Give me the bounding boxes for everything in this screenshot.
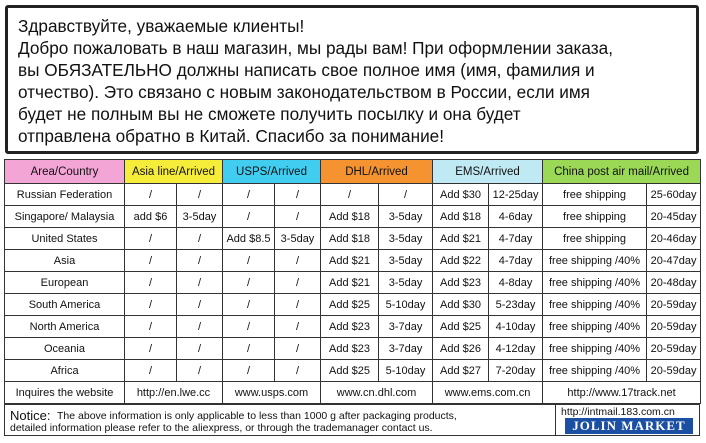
row-country: Russian Federation [5, 184, 125, 206]
table-row [5, 316, 701, 338]
table-cell: / [125, 338, 177, 360]
table-cell: / [177, 294, 223, 316]
table-cell: / [177, 250, 223, 272]
table-cell: Add $23 [321, 338, 379, 360]
shipping-table-container [4, 159, 700, 436]
table-cell: 20-59day [647, 360, 701, 382]
table-cell: / [125, 294, 177, 316]
header-usps: USPS/Arrived [223, 160, 321, 184]
table-cell: free shipping /40% [543, 338, 647, 360]
table-body [5, 184, 701, 382]
table-cell: / [223, 338, 275, 360]
table-cell: 4-7day [489, 250, 543, 272]
notice-line: отправлена обратно в Китай. Спасибо за понимание! [18, 126, 445, 146]
table-cell: 20-48day [647, 272, 701, 294]
table-cell: / [177, 272, 223, 294]
table-cell: / [177, 184, 223, 206]
table-cell: 3-7day [379, 316, 433, 338]
table-row [5, 206, 701, 228]
table-cell: 4-12day [489, 338, 543, 360]
table-row [5, 294, 701, 316]
table-row [5, 360, 701, 382]
website-china-post: http://www.17track.net [543, 382, 701, 404]
footer-notice-text [5, 405, 556, 435]
table-row [5, 338, 701, 360]
table-cell: 3-5day [177, 206, 223, 228]
table-row [5, 184, 701, 206]
table-cell: / [275, 360, 321, 382]
row-country: Singapore/ Malaysia [5, 206, 125, 228]
table-cell: free shipping /40% [543, 360, 647, 382]
table-cell: 5-10day [379, 360, 433, 382]
table-cell: / [125, 228, 177, 250]
table-cell: / [275, 206, 321, 228]
table-cell: Add $30 [433, 294, 489, 316]
website-dhl: www.cn.dhl.com [321, 382, 433, 404]
table-cell: Add $23 [433, 272, 489, 294]
table-cell: 20-45day [647, 206, 701, 228]
table-cell: Add $26 [433, 338, 489, 360]
row-country: Oceania [5, 338, 125, 360]
table-cell: Add $25 [321, 360, 379, 382]
footer-notice [4, 404, 700, 436]
table-cell: 4-8day [489, 272, 543, 294]
table-cell: 3-7day [379, 338, 433, 360]
table-cell: free shipping [543, 206, 647, 228]
table-cell: 4-10day [489, 316, 543, 338]
table-cell: Add $18 [321, 206, 379, 228]
notice-line: Добро пожаловать в наш магазин, мы рады вам! При оформлении заказа, [18, 38, 614, 58]
table-cell: / [379, 184, 433, 206]
table-cell: / [223, 206, 275, 228]
website-ems: www.ems.com.cn [433, 382, 543, 404]
table-cell: free shipping [543, 184, 647, 206]
header-asia-line: Asia line/Arrived [125, 160, 223, 184]
table-cell: free shipping /40% [543, 294, 647, 316]
table-cell: 5-10day [379, 294, 433, 316]
website-asia-line: http://en.lwe.cc [125, 382, 223, 404]
table-cell: Add $21 [321, 250, 379, 272]
table-row [5, 272, 701, 294]
header-ems: EMS/Arrived [433, 160, 543, 184]
notice-box [5, 5, 699, 154]
row-country: European [5, 272, 125, 294]
jolin-market-logo: JOLIN MARKET [565, 418, 693, 434]
header-row [5, 160, 701, 184]
table-cell: free shipping [543, 228, 647, 250]
table-cell: / [177, 360, 223, 382]
notice-text-line-2: detailed information please refer to the aliexpress, or through the trademanager contact us. [10, 422, 433, 434]
table-cell: / [275, 316, 321, 338]
table-cell: / [275, 184, 321, 206]
table-cell: 3-5day [379, 228, 433, 250]
table-cell: / [223, 272, 275, 294]
table-cell: / [223, 360, 275, 382]
table-cell: / [275, 250, 321, 272]
intmail-link: http://intmail.183.com.cn [561, 406, 675, 418]
notice-line: будет не полным вы не сможете получить посылку и она будет [18, 104, 521, 124]
table-cell: 5-23day [489, 294, 543, 316]
table-cell: Add $22 [433, 250, 489, 272]
table-cell: 20-46day [647, 228, 701, 250]
table-cell: 12-25day [489, 184, 543, 206]
website-usps: www.usps.com [223, 382, 321, 404]
notice-text-line-1: The above information is only applicable to less than 1000 g after packaging products, [57, 410, 457, 422]
table-cell: free shipping /40% [543, 316, 647, 338]
table-cell: 25-60day [647, 184, 701, 206]
table-row [5, 228, 701, 250]
table-cell: 20-47day [647, 250, 701, 272]
table-cell: / [223, 184, 275, 206]
row-country: South America [5, 294, 125, 316]
row-country: United States [5, 228, 125, 250]
table-cell: Add $18 [433, 206, 489, 228]
notice-label: Notice: [10, 408, 51, 423]
table-cell: Add $8.5 [223, 228, 275, 250]
notice-line: вы ОБЯЗАТЕЛЬНО должны написать свое полное имя (имя, фамилия и [18, 60, 595, 80]
table-cell: / [275, 338, 321, 360]
table-cell: 4-7day [489, 228, 543, 250]
table-cell: Add $21 [433, 228, 489, 250]
table-cell: / [177, 338, 223, 360]
table-cell: Add $25 [321, 294, 379, 316]
table-cell: / [223, 250, 275, 272]
row-country: North America [5, 316, 125, 338]
table-cell: 3-5day [275, 228, 321, 250]
table-cell: / [125, 316, 177, 338]
table-cell: / [223, 294, 275, 316]
table-cell: 3-5day [379, 206, 433, 228]
header-area-country: Area/Country [5, 160, 125, 184]
website-row [5, 382, 701, 404]
table-cell: Add $18 [321, 228, 379, 250]
shipping-table [4, 159, 701, 404]
notice-line: Здравствуйте, уважаемые клиенты! [18, 16, 305, 36]
website-label: Inquires the website [5, 382, 125, 404]
table-cell: / [125, 250, 177, 272]
table-cell: / [177, 228, 223, 250]
row-country: Africa [5, 360, 125, 382]
table-cell: 20-59day [647, 294, 701, 316]
table-cell: 20-59day [647, 338, 701, 360]
table-cell: Add $27 [433, 360, 489, 382]
table-cell: Add $21 [321, 272, 379, 294]
table-cell: 7-20day [489, 360, 543, 382]
table-cell: free shipping /40% [543, 272, 647, 294]
table-cell: / [177, 316, 223, 338]
table-cell: 3-5day [379, 250, 433, 272]
table-cell: add $6 [125, 206, 177, 228]
table-row [5, 250, 701, 272]
header-dhl: DHL/Arrived [321, 160, 433, 184]
table-cell: / [275, 272, 321, 294]
table-cell: / [223, 316, 275, 338]
row-country: Asia [5, 250, 125, 272]
table-cell: 20-59day [647, 316, 701, 338]
table-cell: / [125, 272, 177, 294]
table-cell: free shipping /40% [543, 250, 647, 272]
table-cell: / [275, 294, 321, 316]
table-cell: / [125, 360, 177, 382]
table-cell: / [125, 184, 177, 206]
notice-line: отчество). Это связано с новым законодательством в России, если имя [18, 82, 590, 102]
table-cell: 3-5day [379, 272, 433, 294]
table-cell: / [321, 184, 379, 206]
table-cell: 4-6day [489, 206, 543, 228]
table-cell: Add $25 [433, 316, 489, 338]
table-cell: Add $23 [321, 316, 379, 338]
table-cell: Add $30 [433, 184, 489, 206]
header-china-post: China post air mail/Arrived [543, 160, 701, 184]
